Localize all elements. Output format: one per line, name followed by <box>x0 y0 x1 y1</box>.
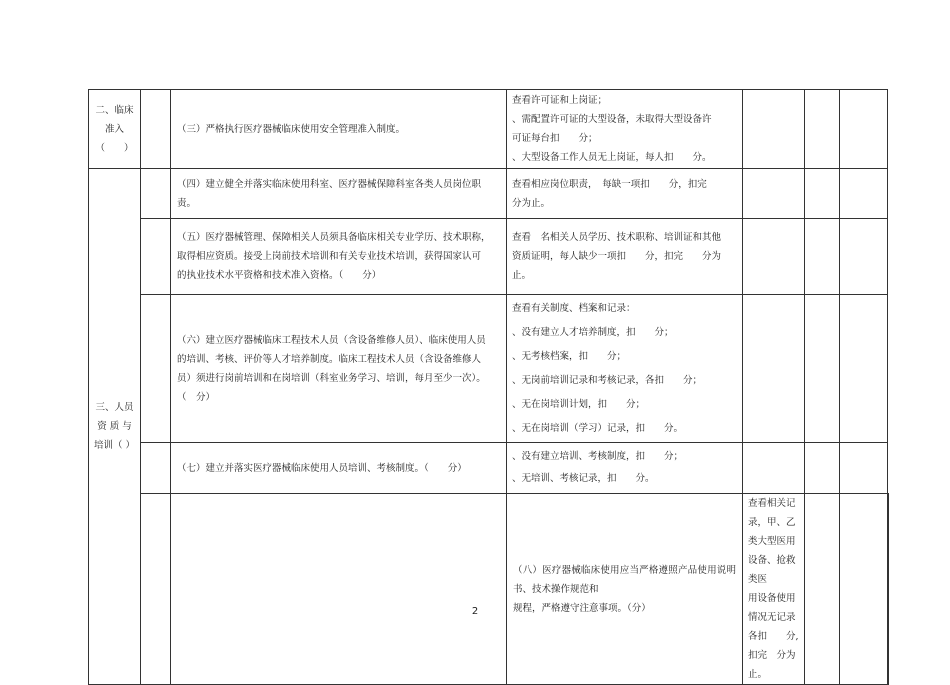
score-cell <box>805 295 840 443</box>
table-row <box>89 443 889 494</box>
category-line: 三、人员 <box>95 402 134 413</box>
criteria-line: 、无考核档案，扣 分； <box>512 350 627 362</box>
assessment-table <box>88 89 889 685</box>
score-cell <box>805 169 840 219</box>
criteria-line: 查看相应岗位职责， 每缺一项扣 分，扣完 <box>512 178 707 190</box>
item-line: 取得相应资质。接受上岗前技术培训和有关专业技术培训，获得国家认可 <box>177 251 482 262</box>
score-cell <box>805 494 840 685</box>
category-line: 培训（ ） <box>93 440 136 451</box>
item-line: （三）严格执行医疗器械临床使用安全管理准入制度。 <box>177 123 406 135</box>
score-cell <box>840 90 888 169</box>
criteria-line: 用设备使用情况无记录各扣 分,扣完 分为止。 <box>748 593 799 680</box>
item-line: （六）建立医疗器械临床工程技术人员（含设备维修人员）、临床使用人员 <box>177 334 486 346</box>
criteria-line: 、无岗前培训记录和考核记录，各扣 分； <box>512 374 703 386</box>
category-cell <box>141 494 171 685</box>
item-line: （ 分） <box>177 391 216 403</box>
score-cell <box>743 90 805 169</box>
category-line: 二、临床 <box>95 104 134 116</box>
criteria-line: 分为止。 <box>512 197 551 209</box>
item-line: 规程，严格遵守注意事项。（分） <box>513 602 651 614</box>
table-row <box>89 169 889 219</box>
score-cell <box>840 219 888 295</box>
item-cell <box>171 169 507 219</box>
criteria-line: 、没有建立人才培养制度，扣 分； <box>512 326 674 338</box>
empty-cell <box>141 295 171 443</box>
item-line: 的执业技术水平资格和技术准入资格。（ 分） <box>177 270 382 281</box>
item-line: （七）建立并落实医疗器械临床使用人员培训、考核制度。（ 分） <box>177 462 467 474</box>
item-line: 责。 <box>177 197 197 209</box>
empty-cell <box>171 494 507 685</box>
score-cell <box>840 295 888 443</box>
empty-cell <box>141 219 171 295</box>
category-line: 资 质 与 <box>97 421 132 432</box>
page-number: 2 <box>471 606 479 617</box>
table-row <box>89 219 889 295</box>
item-cell <box>507 494 743 685</box>
table-row <box>89 494 889 685</box>
item-cell <box>171 295 507 443</box>
criteria-line: 查看相关记录，甲、乙类大型医用设备、抢救类医 <box>748 498 796 585</box>
score-cell <box>743 169 805 219</box>
score-cell <box>840 443 888 494</box>
criteria-cell <box>743 494 805 685</box>
category-line: （ ） <box>95 142 134 154</box>
score-cell <box>743 295 805 443</box>
criteria-cell <box>507 443 743 494</box>
item-line: （八）医疗器械临床使用应当严格遵照产品使用说明书、技术操作规范和 <box>513 564 736 595</box>
item-line: （五）医疗器械管理、保障相关人员须具备临床相关专业学历、技术职称， <box>177 232 491 243</box>
criteria-line: 、没有建立培训、考核制度，扣 分； <box>512 451 684 462</box>
empty-cell <box>141 443 171 494</box>
item-cell <box>171 90 507 169</box>
item-cell <box>171 219 507 295</box>
category-line: 准入 <box>104 123 124 135</box>
item-line: 的培训、考核、评价等人才培养制度。临床工程技术人员（含设备维修人 <box>177 353 482 365</box>
score-cell <box>743 219 805 295</box>
score-cell <box>805 443 840 494</box>
item-line: 员）须进行岗前培训和在岗培训（科室业务学习、培训，每月至少一次）。 <box>177 372 486 384</box>
table-row <box>89 90 889 169</box>
item-line: （四）建立健全并落实临床使用科室、医疗器械保障科室各类人员岗位职 <box>177 178 482 190</box>
score-cell <box>840 494 888 685</box>
score-cell <box>805 90 840 169</box>
criteria-line: 查看许可证和上岗证； <box>512 95 608 106</box>
criteria-line: 查看 名相关人员学历、技术职称、培训证和其他 <box>512 232 722 243</box>
criteria-line: 资质证明，每人缺少一项扣 分，扣完 分为 <box>512 251 722 262</box>
empty-cell <box>141 90 171 169</box>
criteria-cell <box>507 295 743 443</box>
criteria-line: 、无培训、考核记录，扣 分。 <box>512 473 655 484</box>
criteria-cell <box>507 169 743 219</box>
score-cell <box>805 219 840 295</box>
item-cell <box>171 443 507 494</box>
score-cell <box>840 169 888 219</box>
score-cell <box>888 494 889 685</box>
criteria-line: 、无在岗培训（学习）记录，扣 分。 <box>512 422 684 434</box>
criteria-line: 、无在岗培训计划，扣 分； <box>512 398 646 410</box>
criteria-cell <box>507 90 743 169</box>
criteria-line: 查看有关制度、档案和记录： <box>512 302 636 314</box>
criteria-cell <box>507 219 743 295</box>
criteria-line: 止。 <box>512 270 532 281</box>
score-cell <box>743 443 805 494</box>
empty-cell <box>141 169 171 219</box>
criteria-line: 、大型设备工作人员无上岗证，每人扣 分。 <box>512 152 712 163</box>
criteria-line: 可证每台扣 分； <box>512 133 598 144</box>
criteria-line: 、需配置许可证的大型设备，未取得大型设备许 <box>512 114 712 125</box>
table-row <box>89 295 889 443</box>
category-cell <box>89 90 141 169</box>
